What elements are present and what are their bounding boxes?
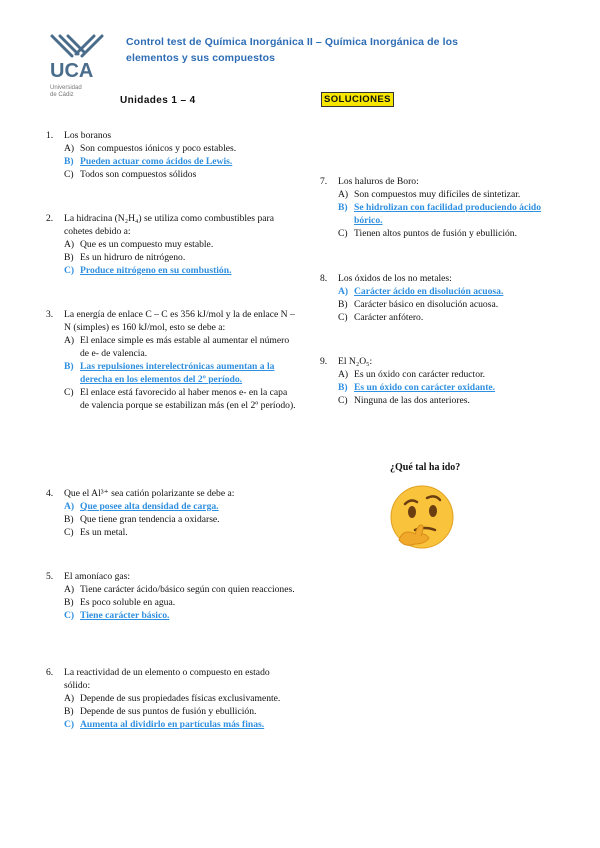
answer-option (338, 311, 555, 324)
question-text: El amoníaco gas: (64, 571, 131, 582)
option-letter: A) (338, 369, 349, 380)
question-number: 4. (46, 488, 54, 499)
question-text: Los haluros de Boro: (338, 176, 419, 187)
option-letter: B) (64, 597, 74, 608)
correct-answer-option (64, 360, 296, 386)
question-stem (46, 308, 296, 334)
option-text: Tienen altos puntos de fusión y ebullición. (354, 228, 517, 239)
answer-option (64, 692, 296, 705)
document-title: Control test de Química Inorgánica II – Química Inorgánica de los elementos y sus compuestos (126, 36, 459, 64)
question-number: 2. (46, 213, 54, 224)
option-letter: C) (64, 265, 75, 276)
question-8 (320, 272, 555, 324)
question-9 (320, 355, 555, 407)
correct-answer-option (64, 155, 296, 168)
option-letter: C) (338, 395, 348, 406)
option-text: Aumenta al dividirlo en partículas más finas. (80, 719, 265, 730)
option-letter: A) (338, 189, 349, 200)
uca-logo (42, 28, 112, 102)
option-letter: B) (64, 156, 74, 167)
question-stem (320, 272, 555, 285)
answer-option (64, 386, 296, 412)
correct-answer-option (338, 381, 555, 394)
option-text: Es un óxido con carácter oxidante. (354, 382, 496, 393)
option-letter: A) (64, 335, 75, 346)
option-text: Depende de sus propiedades físicas exclusivamente. (80, 693, 281, 704)
question-number: 8. (320, 273, 328, 284)
question-stem (46, 212, 296, 238)
option-letter: C) (64, 610, 75, 621)
question-text: Los óxidos de los no metales: (338, 273, 452, 284)
option-text: Se hidrolizan con facilidad produciendo ácido bórico. (354, 202, 542, 226)
answer-option (64, 238, 296, 251)
option-text: Que es un compuesto muy estable. (80, 239, 214, 250)
question-4 (46, 487, 296, 539)
option-letter: B) (64, 514, 74, 525)
option-text: Carácter ácido en disolución acuosa. (354, 286, 504, 297)
question-number: 9. (320, 356, 328, 367)
option-letter: C) (338, 312, 348, 323)
question-number: 5. (46, 571, 54, 582)
option-letter: C) (64, 387, 74, 398)
correct-answer-option (64, 609, 296, 622)
answer-option (64, 583, 296, 596)
option-letter: B) (338, 382, 348, 393)
option-text: Es un metal. (80, 527, 128, 538)
question-number: 6. (46, 667, 54, 678)
correct-answer-option (338, 285, 555, 298)
question-5 (46, 570, 296, 622)
answer-option (338, 188, 555, 201)
option-letter: B) (64, 361, 74, 372)
question-text: La hidracina (N₂H₄) se utiliza como combustibles para cohetes debido a: (64, 213, 274, 237)
answer-option (338, 298, 555, 311)
option-text: Depende de sus puntos de fusión y ebullición. (80, 706, 257, 717)
logo-text: UCA (50, 60, 94, 82)
option-letter: B) (338, 202, 348, 213)
option-text: Tiene carácter ácido/básico según con quien reacciones. (80, 584, 295, 595)
answer-option (64, 513, 296, 526)
question-number: 7. (320, 176, 328, 187)
answer-option (338, 227, 555, 240)
option-text: Que tiene gran tendencia a oxidarse. (80, 514, 220, 525)
option-letter: C) (338, 228, 348, 239)
option-text: Las repulsiones interelectrónicas aumentan a la derecha en los elementos del 2º período. (80, 361, 275, 385)
option-text: El enlace está favorecido al haber menos e- en la capa de valencia porque se estabilizan más (en el 2º período). (80, 387, 296, 411)
option-text: El enlace simple es más estable al aumentar el número de e- de valencia. (80, 335, 290, 359)
option-text: Pueden actuar como ácidos de Lewis. (80, 156, 233, 167)
option-letter: A) (64, 584, 75, 595)
answer-option (64, 334, 296, 360)
option-letter: A) (64, 693, 75, 704)
option-text: Produce nitrógeno en su combustión. (80, 265, 232, 276)
question-stem (46, 570, 296, 583)
question-6 (46, 666, 296, 731)
solutions-badge: SOLUCIONES (321, 92, 394, 107)
option-text: Es un hidruro de nitrógeno. (80, 252, 186, 263)
question-stem (320, 355, 555, 368)
answer-option (64, 705, 296, 718)
option-text: Tiene carácter básico. (80, 610, 170, 621)
answer-option (64, 251, 296, 264)
question-7 (320, 175, 555, 240)
question-stem (320, 175, 555, 188)
option-letter: B) (64, 706, 74, 717)
correct-answer-option (64, 264, 296, 277)
question-text: El N₂O₅: (338, 356, 373, 367)
option-letter: A) (64, 143, 75, 154)
option-text: Son compuestos muy difíciles de sintetizar. (354, 189, 521, 200)
option-letter: B) (64, 252, 74, 263)
option-text: Son compuestos iónicos y poco estables. (80, 143, 237, 154)
answer-option (338, 368, 555, 381)
closing-heading: ¿Qué tal ha ido? (390, 462, 461, 473)
question-text: La energía de enlace C – C es 356 kJ/mol y la de enlace N – N (simples) es 160 kJ/mol, esto se debe a: (64, 309, 295, 333)
question-text: Los boranos (64, 130, 112, 141)
correct-answer-option (64, 500, 296, 513)
thinking-face-icon (385, 482, 459, 556)
correct-answer-option (64, 718, 296, 731)
question-3 (46, 308, 296, 412)
question-stem (46, 666, 296, 692)
option-letter: C) (64, 719, 75, 730)
option-text: Es poco soluble en agua. (80, 597, 176, 608)
option-text: Ninguna de las dos anteriores. (354, 395, 470, 406)
question-stem (46, 129, 296, 142)
question-number: 1. (46, 130, 54, 141)
question-number: 3. (46, 309, 54, 320)
option-text: Es un óxido con carácter reductor. (354, 369, 486, 380)
option-letter: B) (338, 299, 348, 310)
question-2 (46, 212, 296, 277)
option-letter: A) (64, 501, 75, 512)
question-1 (46, 129, 296, 181)
option-letter: C) (64, 169, 74, 180)
answer-option (64, 168, 296, 181)
logo-sub1: Universidad (50, 85, 82, 91)
option-text: Todos son compuestos sólidos (80, 169, 197, 180)
answer-option (338, 394, 555, 407)
answer-option (64, 142, 296, 155)
option-letter: A) (338, 286, 349, 297)
units-label: Unidades 1 – 4 (120, 95, 196, 106)
option-text: Que posee alta densidad de carga. (80, 501, 219, 512)
question-text: La reactividad de un elemento o compuesto en estado sólido: (64, 667, 270, 691)
correct-answer-option (338, 201, 555, 227)
option-letter: C) (64, 527, 74, 538)
question-stem (46, 487, 296, 500)
logo-sub2: de Cádiz (50, 92, 74, 98)
option-text: Carácter básico en disolución acuosa. (354, 299, 499, 310)
option-letter: A) (64, 239, 75, 250)
option-text: Carácter anfótero. (354, 312, 424, 323)
answer-option (64, 526, 296, 539)
answer-option (64, 596, 296, 609)
question-text: Que el Al³⁺ sea catión polarizante se debe a: (64, 488, 235, 499)
